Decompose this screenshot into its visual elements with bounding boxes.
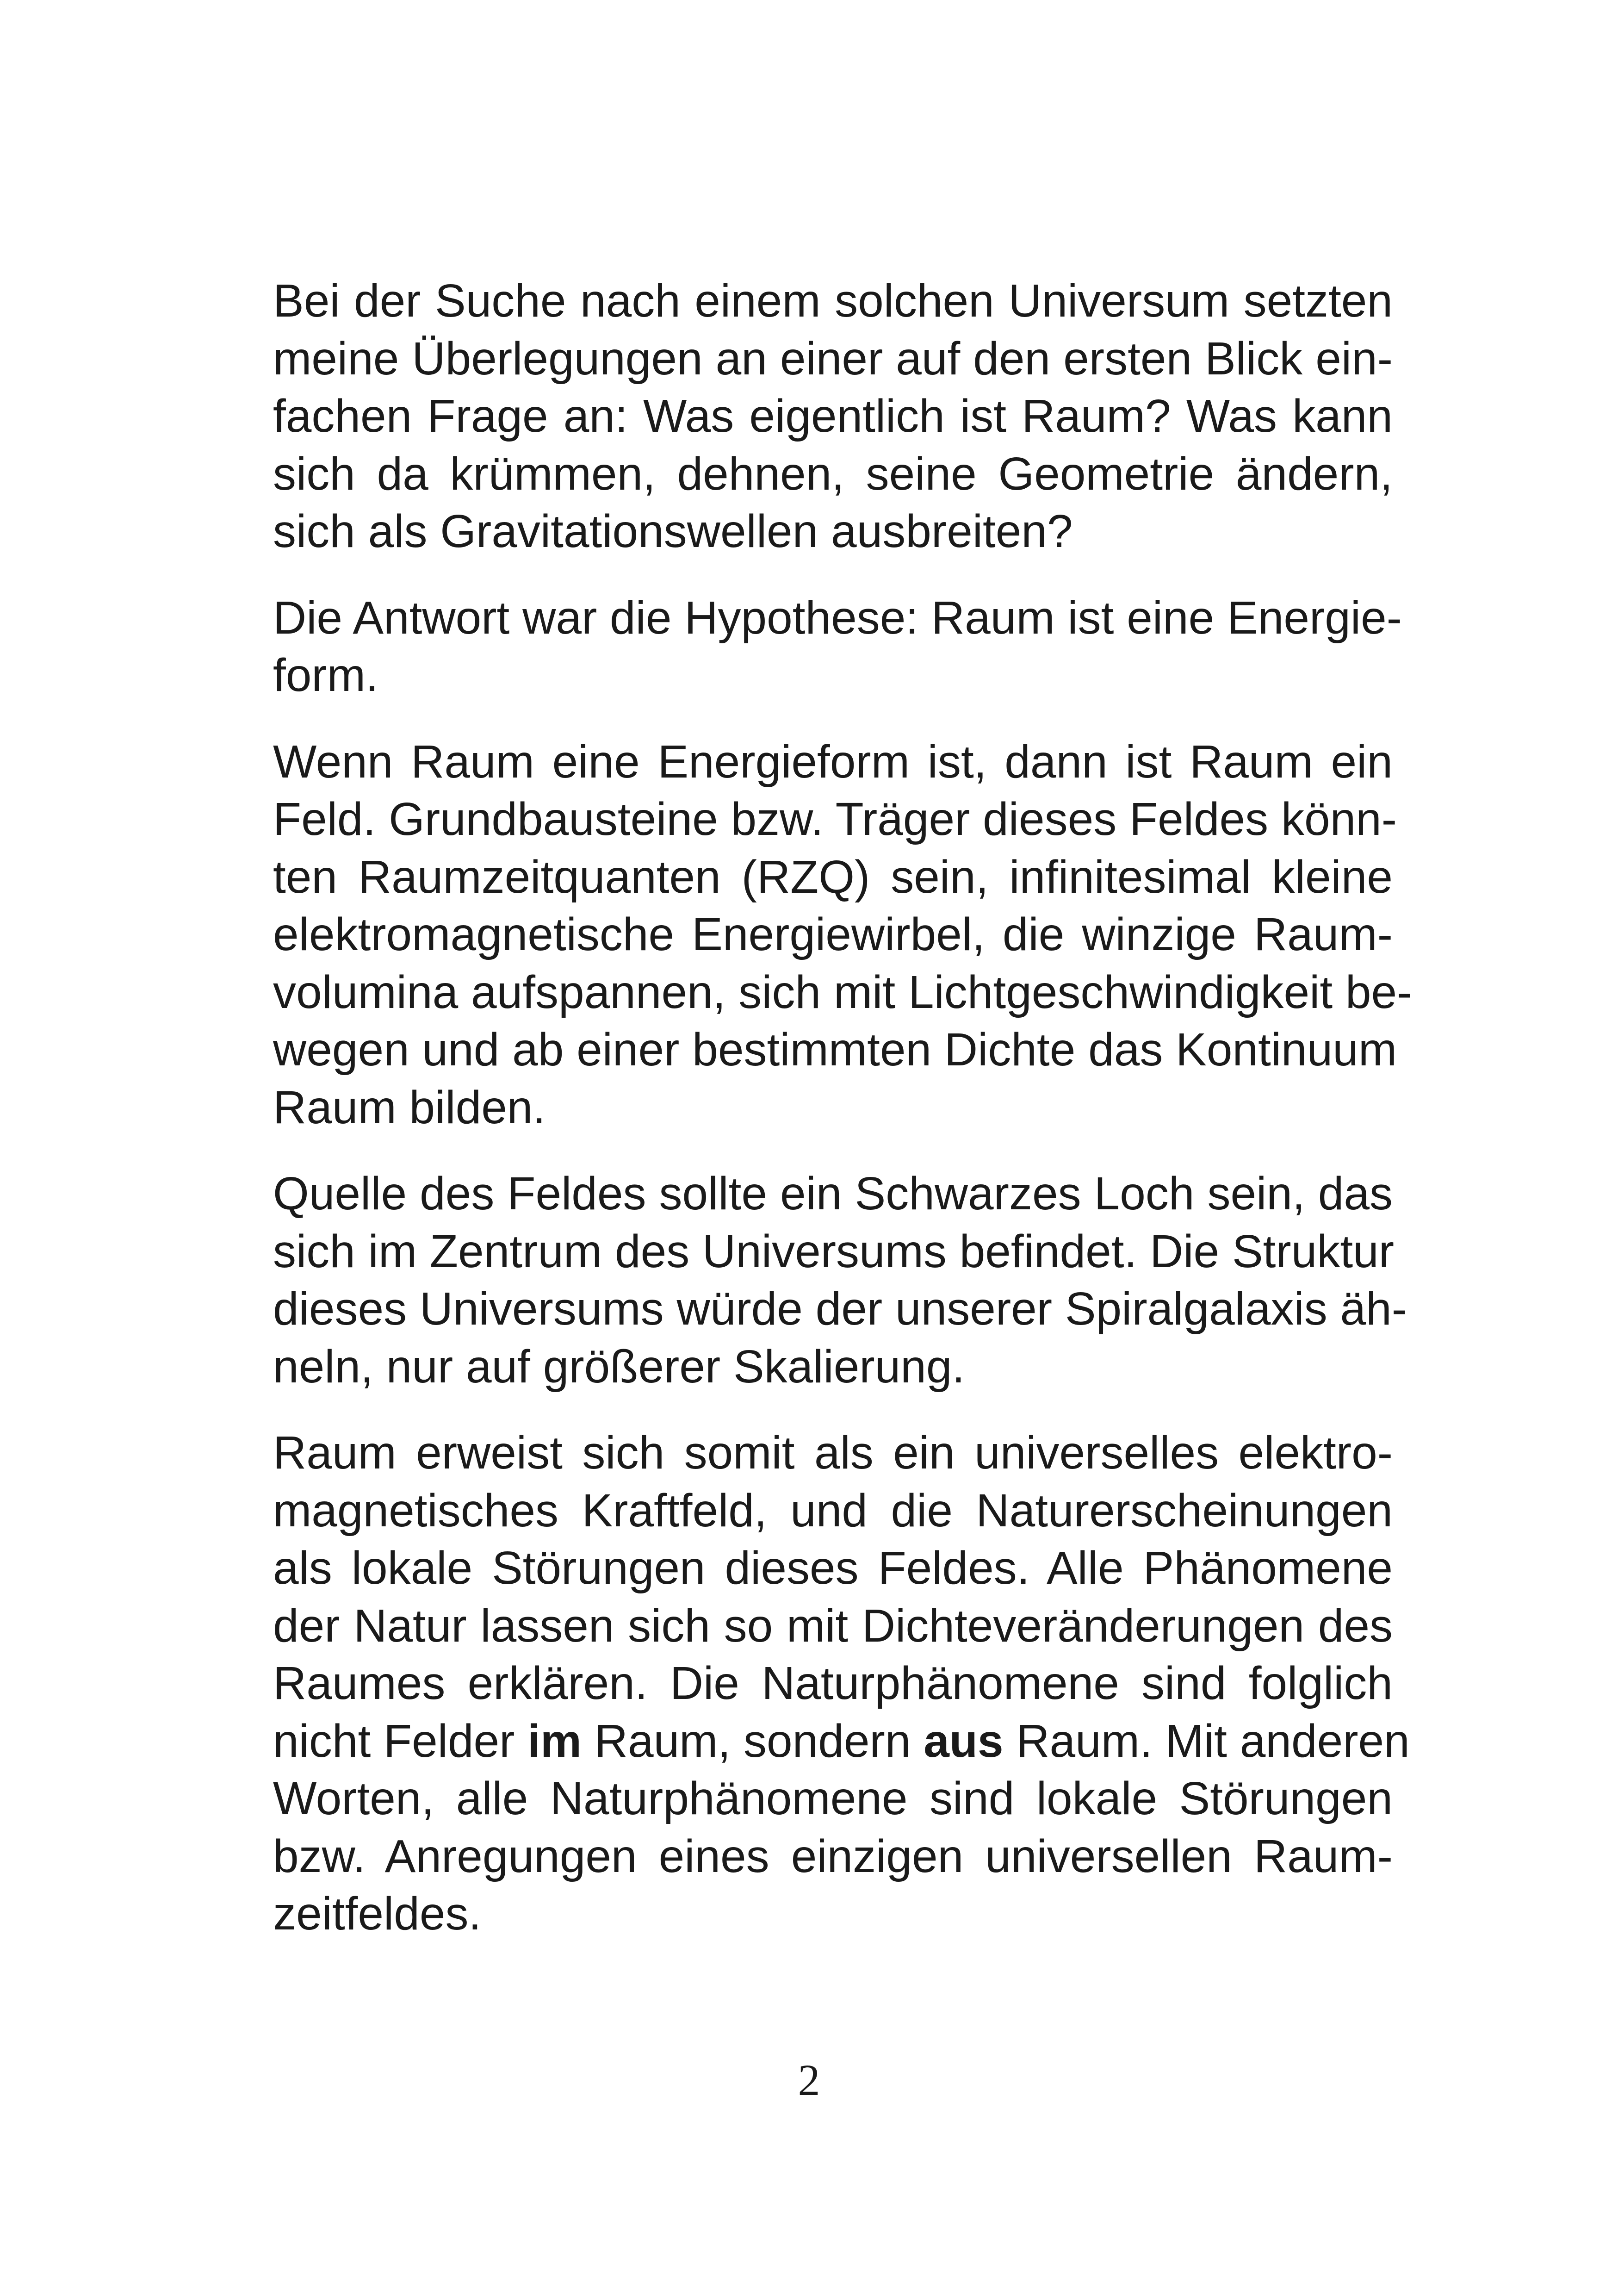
text-line: neln, nur auf größerer Skalierung.: [273, 1340, 965, 1393]
text-line: sich als Gravitationswellen ausbreiten?: [273, 505, 1073, 557]
text-line: Die Antwort war die Hypothese: Raum ist eine Energie-: [273, 591, 1402, 644]
paragraph-1: [273, 272, 1393, 560]
text-line: volumina aufspannen, sich mit Lichtgeschwindigkeit be-: [273, 966, 1413, 1018]
text-line: elektromagnetische Energiewirbel, die winzige Raum-: [273, 908, 1393, 960]
text-line: Worten, alle Naturphänomene sind lokale Störungen: [273, 1773, 1393, 1824]
emphasis-aus: aus: [924, 1715, 1004, 1767]
text-line: der Natur lassen sich so mit Dichteveränderungen des: [273, 1599, 1393, 1652]
text-line: ten Raumzeitquanten (RZQ) sein, infinitesimal kleine: [273, 851, 1393, 903]
text-line: sich da krümmen, dehnen, seine Geometrie ändern,: [273, 448, 1393, 500]
text-line: Raumes erklären. Die Naturphänomene sind folglich: [273, 1657, 1393, 1709]
text-line: Wenn Raum eine Energieform ist, dann ist Raum ein: [273, 735, 1393, 788]
text-line: dieses Universums würde der unserer Spiralgalaxis äh-: [273, 1283, 1407, 1335]
text-line: Bei der Suche nach einem solchen Universum setzten: [273, 275, 1393, 327]
text-line: Feld. Grundbausteine bzw. Träger dieses Feldes könn-: [273, 793, 1397, 845]
text-run: Raum, sondern: [581, 1715, 924, 1767]
text-line: meine Überlegungen an einer auf den ersten Blick ein-: [273, 332, 1393, 385]
paragraph-4: [273, 1165, 1407, 1395]
text-line: wegen und ab einer bestimmten Dichte das Kontinuum: [273, 1024, 1397, 1076]
text-line: als lokale Störungen dieses Feldes. Alle Phänomene: [273, 1542, 1393, 1594]
text-run: nicht Felder: [273, 1715, 528, 1767]
paragraph-2: [273, 589, 1402, 704]
paragraph-3: [273, 733, 1413, 1137]
body-text: [273, 272, 1413, 1943]
text-line: fachen Frage an: Was eigentlich ist Raum? Was kann: [273, 390, 1393, 442]
text-line: form.: [273, 649, 378, 701]
text-line-with-emphasis: [273, 1712, 1410, 1770]
text-run: Raum. Mit anderen: [1003, 1715, 1410, 1767]
text-line: Raum erweist sich somit als ein universelles elektro-: [273, 1427, 1393, 1479]
text-line: sich im Zentrum des Universums befindet. Die Struktur: [273, 1225, 1395, 1277]
page-number: 2: [798, 2055, 820, 2105]
emphasis-im: im: [527, 1715, 582, 1767]
text-line: magnetisches Kraftfeld, und die Naturerscheinungen: [273, 1484, 1393, 1537]
text-line: Quelle des Feldes sollte ein Schwarzes Loch sein, das: [273, 1168, 1393, 1220]
text-line: Raum bilden.: [273, 1081, 546, 1133]
text-line: zeitfeldes.: [273, 1888, 482, 1940]
text-line: bzw. Anregungen eines einzigen universellen Raum-: [273, 1830, 1393, 1882]
paragraph-5: [273, 1424, 1410, 1943]
